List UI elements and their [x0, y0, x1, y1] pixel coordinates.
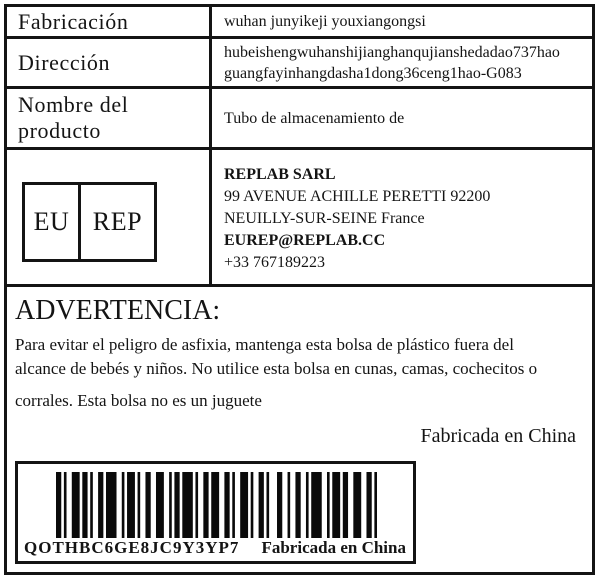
product-name: Tubo de almacenamiento de [224, 109, 405, 127]
barcode-caption-row [18, 538, 413, 562]
warning-title: ADVERTENCIA: [15, 295, 221, 326]
warning-text-line-1: Para evitar el peligro de asfixia, mantenga esta bolsa de plástico fuera del [15, 335, 514, 354]
made-in-china-text: Fabricada en China [420, 425, 576, 447]
eu-rep-icon [22, 182, 157, 262]
warning-section [7, 287, 592, 572]
eu-rep-icon-left: EU [25, 185, 81, 259]
barcode-code-text: QOTHBC6GE8JC9Y3YP7 [24, 538, 240, 557]
rep-address-line-2: NEUILLY-SUR-SEINE France [224, 210, 425, 227]
product-label [4, 4, 595, 575]
rep-phone: +33 767189223 [224, 254, 326, 271]
fabricacion-value [212, 7, 592, 36]
barcode-box [15, 461, 416, 564]
warning-text-line-3: corrales. Esta bolsa no es un juguete [15, 391, 262, 410]
producto-label: Nombre del producto [7, 89, 212, 147]
address-line-2: guangfayinhangdasha1dong36ceng1hao-G083 [224, 64, 522, 82]
table-row-producto [7, 89, 592, 150]
warning-text-line-2: alcance de bebés y niños. No utilice esta bolsa en cunas, camas, cochecitos o [15, 359, 538, 378]
eu-rep-icon-right: REP [92, 207, 143, 236]
direccion-value [212, 39, 592, 86]
fabricacion-label: Fabricación [7, 7, 212, 36]
address-line-1: hubeishengwuhanshijianghanqujianshedadao737hao [224, 43, 560, 61]
rep-email: EUREP@REPLAB.CC [224, 232, 386, 249]
rep-company: REPLAB SARL [224, 166, 336, 183]
table-row-direccion [7, 39, 592, 89]
barcode-icon [56, 472, 377, 538]
table-row-fabricacion [7, 7, 592, 39]
eu-rep-details [212, 150, 592, 284]
barcode-made-in-text: Fabricada en China [261, 538, 406, 557]
eu-rep-row [7, 150, 592, 287]
eu-rep-symbol-cell [7, 150, 212, 284]
rep-address-line-1: 99 AVENUE ACHILLE PERETTI 92200 [224, 188, 491, 205]
manufacturer-name: wuhan junyikeji youxiangongsi [224, 13, 426, 30]
producto-value [212, 89, 592, 147]
direccion-label: Dirección [7, 39, 212, 86]
